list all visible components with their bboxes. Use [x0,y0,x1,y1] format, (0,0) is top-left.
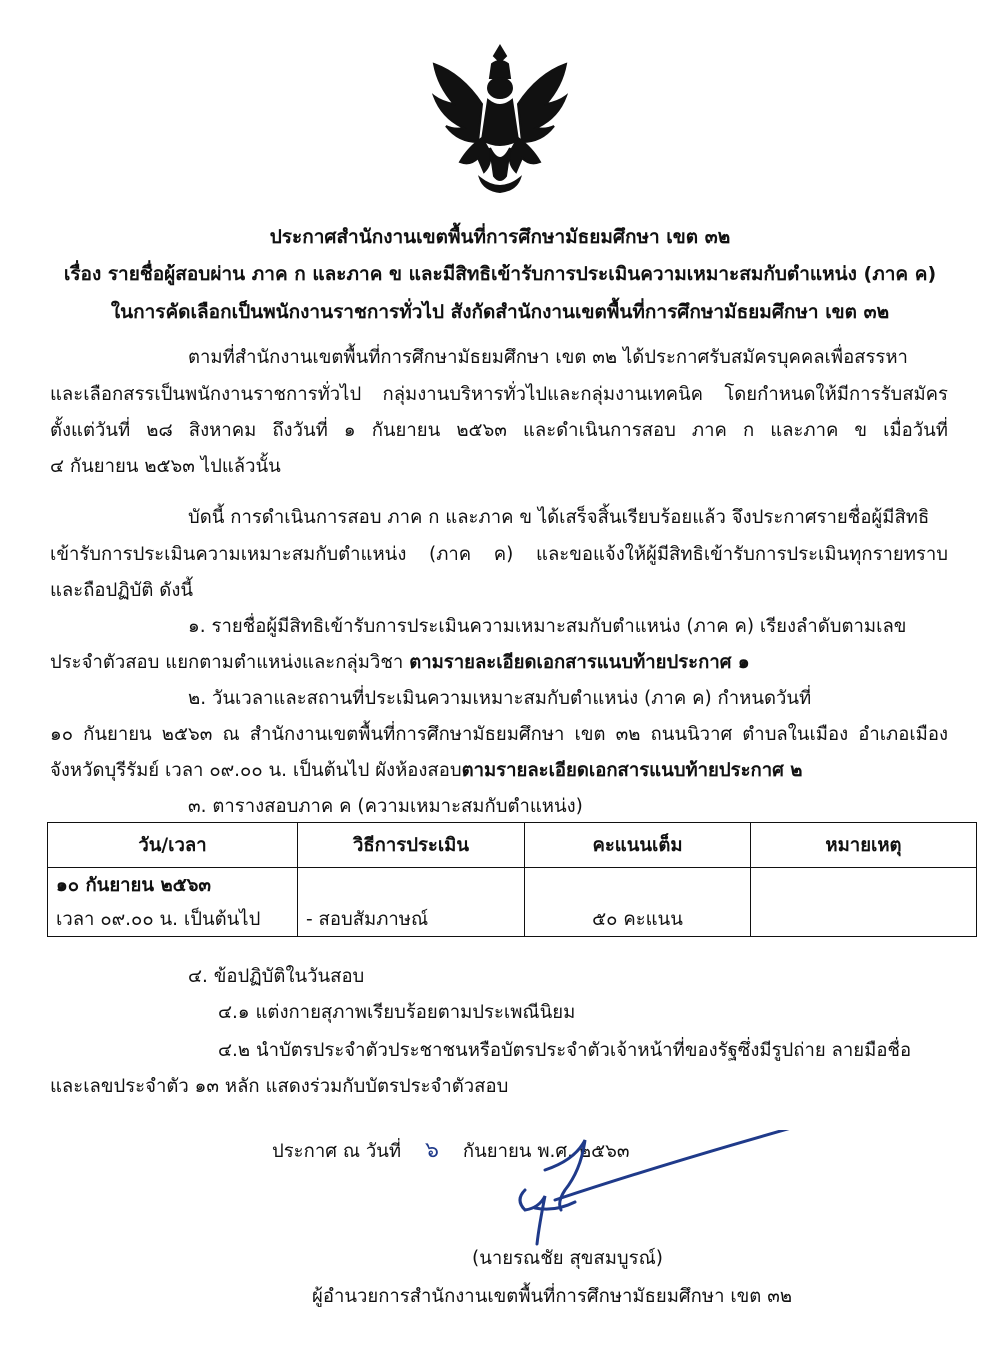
item-1-text: ประจำตัวสอบ แยกตามตำแหน่งและกลุ่มวิชา [50,652,410,673]
exam-time: เวลา ๐๙.๐๐ น. เป็นต้นไป [48,902,298,937]
exam-date: ๑๐ กันยายน ๒๕๖๓ [48,868,298,903]
announce-day: ๖ [425,1138,439,1163]
paragraph-1-line-3: ตั้งแต่วันที่ ๒๘ สิงหาคม ถึงวันที่ ๑ กันยายน ๒๕๖๓ และดำเนินการสอบ ภาค ก และภาค ข เมื่อวันที่ [50,420,948,441]
item-4-heading: ๔. ข้อปฏิบัติในวันสอบ [188,966,365,987]
header-full-score: คะแนนเต็ม [525,823,751,868]
item-1-line-2 [50,648,750,677]
header-remark: หมายเหตุ [751,823,977,868]
paragraph-1-line-4: ๔ กันยายน ๒๕๖๓ ไปแล้วนั้น [50,456,281,477]
handwritten-signature [485,1130,875,1250]
header-date-time: วัน/เวลา [48,823,298,868]
signer-position: ผู้อำนวยการสำนักงานเขตพื้นที่การศึกษามัธยมศึกษา เขต ๓๒ [312,1286,793,1307]
paragraph-2-line-3: และถือปฏิบัติ ดังนี้ [50,580,194,601]
announce-prefix: ประกาศ ณ วันที่ [272,1141,402,1162]
table-row [48,868,977,903]
item-2-attachment-ref: ตามรายละเอียดเอกสารแนบท้ายประกาศ ๒ [461,760,803,781]
exam-schedule-table [47,822,977,937]
exam-remark [751,902,977,937]
paragraph-1-line-1: ตามที่สำนักงานเขตพื้นที่การศึกษามัธยมศึกษา เขต ๓๒ ได้ประกาศรับสมัครบุคคลเพื่อสรรหา [188,347,908,368]
table-header-row [48,823,977,868]
paragraph-2-line-1: บัดนี้ การดำเนินการสอบ ภาค ก และภาค ข ได้เสร็จสิ้นเรียบร้อยแล้ว จึงประกาศรายชื่อผู้มีสิทธิ [188,507,930,528]
garuda-emblem [420,38,580,198]
item-4-2-line-2: และเลขประจำตัว ๑๓ หลัก แสดงร่วมกับบัตรประจำตัวสอบ [50,1076,509,1097]
item-1-attachment-ref: ตามรายละเอียดเอกสารแนบท้ายประกาศ ๑ [409,652,750,673]
item-2-text: จังหวัดบุรีรัมย์ เวลา ๐๙.๐๐ น. เป็นต้นไป ผังห้องสอบ [50,760,462,781]
paragraph-1-line-2: และเลือกสรรเป็นพนักงานราชการทั่วไป กลุ่มงานบริหารทั่วไปและกลุ่มงานเทคนิค โดยกำหนดให้มีการรับสมัคร [50,384,948,405]
announcement-title: ประกาศสำนักงานเขตพื้นที่การศึกษามัธยมศึกษา เขต ๓๒ [269,226,731,248]
announcement-subject-line2: ในการคัดเลือกเป็นพนักงานราชการทั่วไป สังกัดสำนักงานเขตพื้นที่การศึกษามัธยมศึกษา เขต ๓๒ [110,301,890,323]
signer-name: (นายรณชัย สุขสมบูรณ์) [472,1248,663,1269]
paragraph-2-line-2: เข้ารับการประเมินความเหมาะสมกับตำแหน่ง (ภาค ค) และขอแจ้งให้ผู้มีสิทธิเข้ารับการประเมินทุกรายทราบ [50,544,948,565]
item-4-1: ๔.๑ แต่งกายสุภาพเรียบร้อยตามประเพณีนิยม [218,1002,576,1023]
item-3-heading: ๓. ตารางสอบภาค ค (ความเหมาะสมกับตำแหน่ง) [188,796,583,817]
exam-full-score: ๕๐ คะแนน [525,902,751,937]
item-1-line-1: ๑. รายชื่อผู้มีสิทธิเข้ารับการประเมินความเหมาะสมกับตำแหน่ง (ภาค ค) เรียงลำดับตามเลข [188,616,907,637]
table-row [48,902,977,937]
header-method: วิธีการประเมิน [298,823,525,868]
item-4-2-line-1: ๔.๒ นำบัตรประจำตัวประชาชนหรือบัตรประจำตัวเจ้าหน้าที่ของรัฐซึ่งมีรูปถ่าย ลายมือชื่อ [218,1040,912,1061]
item-2-line-2: ๑๐ กันยายน ๒๕๖๓ ณ สำนักงานเขตพื้นที่การศึกษามัธยมศึกษา เขต ๓๒ ถนนนิวาศ ตำบลในเมือง อำเภอเมือง [50,724,948,745]
announce-suffix: กันยายน พ.ศ. ๒๕๖๓ [462,1141,630,1162]
item-2-line-3 [50,756,802,785]
item-2-line-1: ๒. วันเวลาและสถานที่ประเมินความเหมาะสมกับตำแหน่ง (ภาค ค) กำหนดวันที่ [188,688,812,709]
announcement-subject: เรื่อง รายชื่อผู้สอบผ่าน ภาค ก และภาค ข และมีสิทธิเข้ารับการประเมินความเหมาะสมกับตำแหน่ง (ภาค ค) [63,263,937,285]
exam-method: - สอบสัมภาษณ์ [298,902,525,937]
